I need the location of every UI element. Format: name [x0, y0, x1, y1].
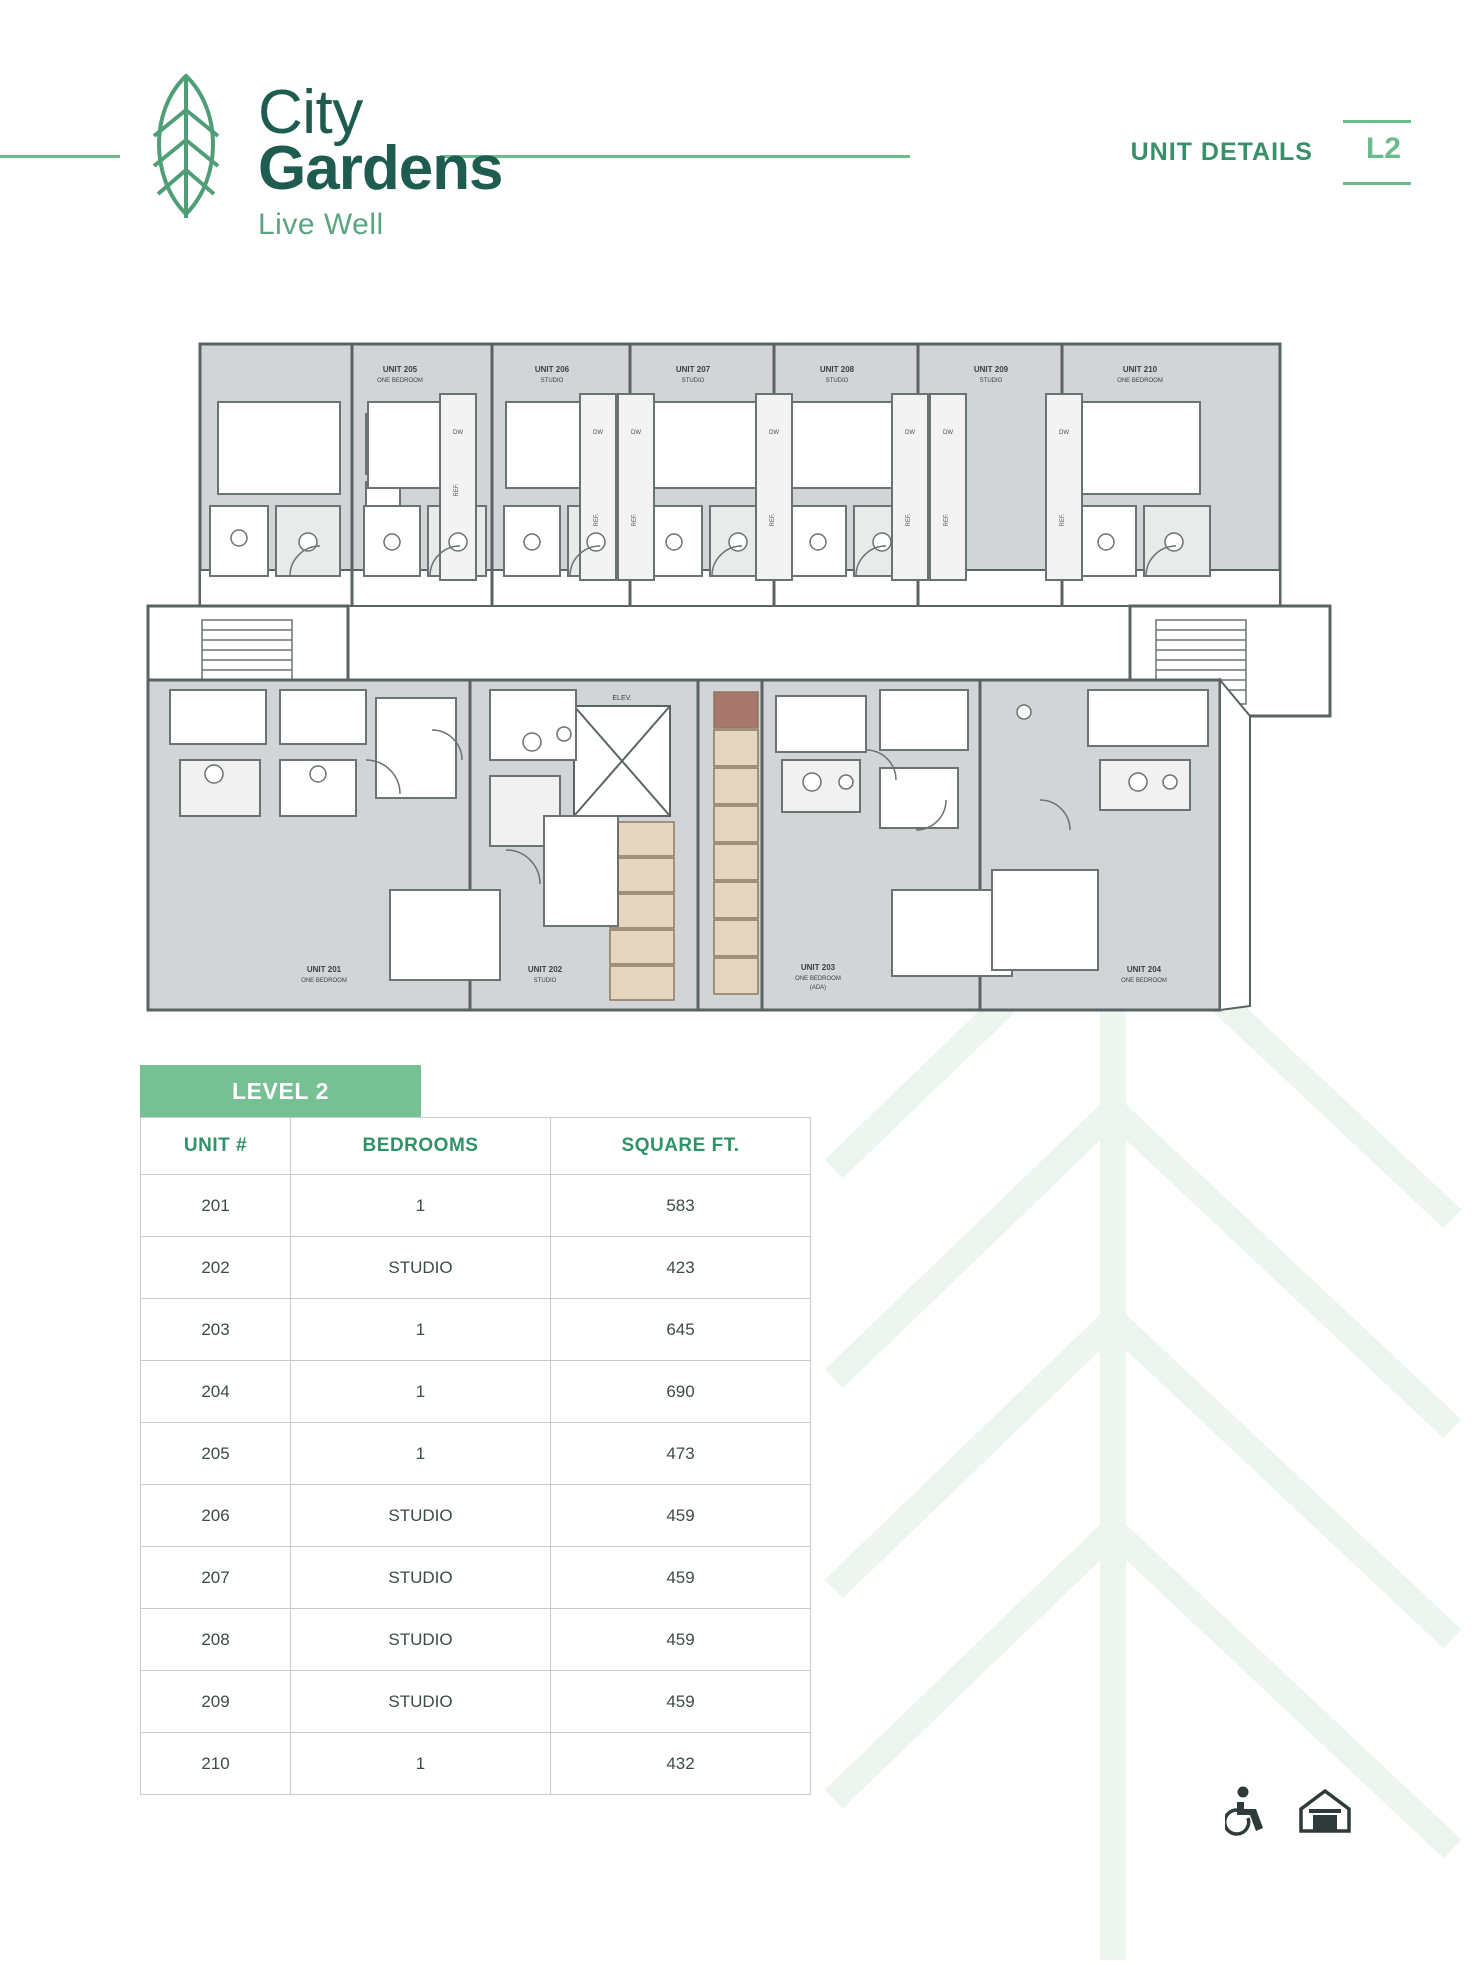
table-row: [141, 1485, 811, 1547]
equal-housing-opportunity-icon: [1297, 1785, 1353, 1842]
column-header-unit: UNIT #: [141, 1118, 291, 1175]
svg-text:UNIT 204: UNIT 204: [1126, 965, 1162, 974]
level-badge-rule-bottom: [1343, 182, 1411, 185]
cell-bedrooms: 1: [291, 1299, 551, 1361]
footer-compliance-icons: [1225, 1785, 1353, 1842]
svg-text:ONE BEDROOM: ONE BEDROOM: [377, 378, 423, 384]
cell-unit: 210: [141, 1733, 291, 1795]
cell-sqft: 432: [551, 1733, 811, 1795]
header-rule-left: [0, 155, 120, 158]
cell-bedrooms: STUDIO: [291, 1547, 551, 1609]
table-row: [141, 1175, 811, 1237]
svg-text:DW: DW: [905, 430, 915, 436]
cell-sqft: 459: [551, 1609, 811, 1671]
cell-sqft: 423: [551, 1237, 811, 1299]
cell-sqft: 690: [551, 1361, 811, 1423]
svg-text:DW: DW: [631, 430, 641, 436]
cell-sqft: 473: [551, 1423, 811, 1485]
cell-bedrooms: 1: [291, 1175, 551, 1237]
cell-unit: 205: [141, 1423, 291, 1485]
cell-bedrooms: 1: [291, 1733, 551, 1795]
brand-logo-text: [258, 78, 503, 241]
svg-text:UNIT 209: UNIT 209: [973, 365, 1009, 374]
level-badge-rule-top: [1343, 120, 1411, 123]
floorplan-drawing: [140, 330, 1340, 1030]
level-header: LEVEL 2: [140, 1065, 421, 1117]
cell-unit: 202: [141, 1237, 291, 1299]
svg-text:REF.: REF.: [594, 513, 600, 527]
svg-text:(ADA): (ADA): [809, 985, 827, 991]
svg-text:ONE BEDROOM: ONE BEDROOM: [1117, 378, 1163, 384]
svg-text:DW: DW: [1059, 430, 1069, 436]
svg-text:REF.: REF.: [906, 513, 912, 527]
svg-text:UNIT 206: UNIT 206: [534, 365, 570, 374]
section-title: UNIT DETAILS: [1130, 138, 1313, 166]
svg-text:UNIT 207: UNIT 207: [675, 365, 711, 374]
svg-text:REF.: REF.: [770, 513, 776, 527]
cell-unit: 204: [141, 1361, 291, 1423]
table-header-row: [141, 1118, 811, 1175]
svg-text:UNIT 210: UNIT 210: [1122, 365, 1158, 374]
level-code-badge: L2: [1365, 132, 1401, 165]
svg-text:ONE BEDROOM: ONE BEDROOM: [1121, 978, 1167, 984]
brand-name-line2: Gardens: [258, 134, 503, 203]
unit-table: [140, 1117, 811, 1795]
floorplan-unit-label: UNIT 205: [382, 365, 418, 374]
cell-sqft: 583: [551, 1175, 811, 1237]
svg-text:ELEV.: ELEV.: [612, 695, 632, 702]
svg-text:UNIT 208: UNIT 208: [819, 365, 855, 374]
page-header: [0, 0, 1483, 300]
cell-sqft: 459: [551, 1547, 811, 1609]
column-header-bedrooms: BEDROOMS: [291, 1118, 551, 1175]
cell-bedrooms: 1: [291, 1423, 551, 1485]
svg-text:STUDIO: STUDIO: [825, 378, 849, 384]
svg-text:DW: DW: [593, 430, 603, 436]
wheelchair-accessible-icon: [1225, 1785, 1271, 1842]
brand-name-line1: City: [258, 78, 363, 147]
header-rule-middle: [440, 155, 910, 158]
svg-text:DW: DW: [943, 430, 953, 436]
svg-text:STUDIO: STUDIO: [540, 378, 564, 384]
table-row: [141, 1423, 811, 1485]
unit-schedule: [140, 1065, 810, 1795]
table-row: [141, 1547, 811, 1609]
svg-text:REF.: REF.: [1060, 513, 1066, 527]
cell-unit: 201: [141, 1175, 291, 1237]
table-row: [141, 1733, 811, 1795]
svg-text:REF.: REF.: [454, 483, 460, 497]
cell-bedrooms: STUDIO: [291, 1237, 551, 1299]
cell-sqft: 459: [551, 1485, 811, 1547]
svg-text:ONE BEDROOM: ONE BEDROOM: [301, 978, 347, 984]
table-row: [141, 1237, 811, 1299]
cell-sqft: 459: [551, 1671, 811, 1733]
cell-unit: 203: [141, 1299, 291, 1361]
cell-unit: 206: [141, 1485, 291, 1547]
svg-text:ONE BEDROOM: ONE BEDROOM: [795, 976, 841, 982]
svg-text:UNIT 203: UNIT 203: [800, 963, 836, 972]
svg-text:UNIT 201: UNIT 201: [306, 965, 342, 974]
table-row: [141, 1299, 811, 1361]
svg-text:STUDIO: STUDIO: [533, 978, 557, 984]
svg-text:STUDIO: STUDIO: [681, 378, 705, 384]
table-row: [141, 1671, 811, 1733]
svg-text:REF.: REF.: [944, 513, 950, 527]
cell-bedrooms: STUDIO: [291, 1485, 551, 1547]
brand-tagline: Live Well: [258, 208, 384, 241]
leaf-icon: [138, 70, 234, 220]
cell-unit: 208: [141, 1609, 291, 1671]
cell-unit: 207: [141, 1547, 291, 1609]
cell-unit: 209: [141, 1671, 291, 1733]
svg-text:UNIT 202: UNIT 202: [527, 965, 563, 974]
svg-text:STUDIO: STUDIO: [979, 378, 1003, 384]
svg-text:DW: DW: [453, 430, 463, 436]
svg-text:DW: DW: [769, 430, 779, 436]
table-row: [141, 1361, 811, 1423]
cell-sqft: 645: [551, 1299, 811, 1361]
cell-bedrooms: 1: [291, 1361, 551, 1423]
table-row: [141, 1609, 811, 1671]
column-header-sqft: SQUARE FT.: [551, 1118, 811, 1175]
svg-text:REF.: REF.: [632, 513, 638, 527]
cell-bedrooms: STUDIO: [291, 1609, 551, 1671]
cell-bedrooms: STUDIO: [291, 1671, 551, 1733]
